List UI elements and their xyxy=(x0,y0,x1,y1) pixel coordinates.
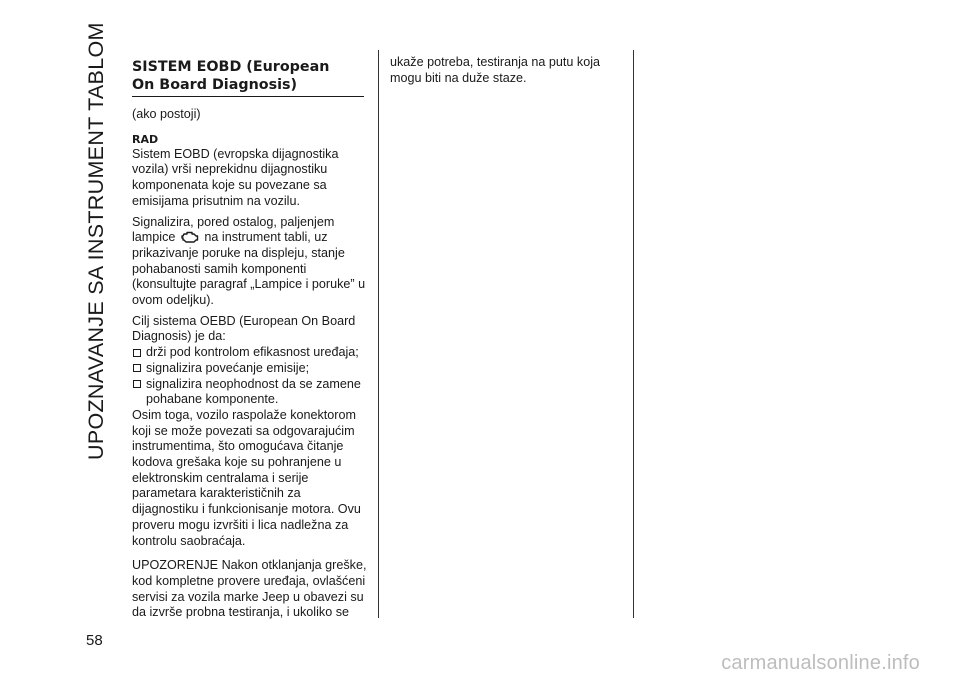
list-item xyxy=(132,345,368,361)
column-divider-1 xyxy=(378,50,379,618)
list-item xyxy=(132,377,368,408)
paragraph-3: Cilj sistema OEBD (European On Board Diagnosis) je da: xyxy=(132,313,356,344)
column-middle xyxy=(390,50,626,86)
paragraph-2 xyxy=(132,215,368,309)
page-number: 58 xyxy=(86,632,103,649)
paragraph-1: Sistem EOBD (evropska dijagnostika vozila) vrši neprekidnu dijagnostiku komponenata koje su povezane sa emisijama prisutnim na vozilu. xyxy=(132,146,339,208)
warning-paragraph: UPOZORENJE Nakon otklanjanja greške, kod kompletne provere uređaja, ovlašćeni servisi za vozila marke Jeep u obavezi su da izvrše probna testiranja, i ukoliko se xyxy=(132,558,367,620)
list-item-text: signalizira neophodnost da se zamene pohabane komponente. xyxy=(146,376,361,407)
list-item-text: signalizira povećanje emisije; xyxy=(146,360,310,375)
section-title-line2: On Board Diagnosis) xyxy=(132,77,298,93)
engine-icon xyxy=(181,231,199,244)
section-title xyxy=(132,58,364,97)
section-subtitle: (ako postoji) xyxy=(132,107,201,121)
list-item-text: drži pod kontrolom efikasnost uređaja; xyxy=(146,345,359,360)
square-bullet-icon xyxy=(133,364,141,372)
column-divider-2 xyxy=(633,50,634,618)
paragraph-4: Osim toga, vozilo raspolaže konektorom koji se može povezati sa odgovarajućim instrumentima, što omogućava čitanje kodova grešaka koje su pohranjene u elektronskim centralama i serije parametara karakterističnih za dijagnostiku i funkcionisanje motora. Ovu proveru mogu izvršiti i lica nadležna za kontrolu saobraćaja. xyxy=(132,407,361,548)
rad-heading: RAD xyxy=(132,132,159,146)
square-bullet-icon xyxy=(133,380,141,388)
square-bullet-icon xyxy=(133,349,141,357)
paragraph-2-start: Signalizira, pored ostalog, paljenjem lampice xyxy=(132,214,335,245)
section-title-line1: SISTEM EOBD (European xyxy=(132,59,330,75)
paragraph-2-end: na instrument tabli, uz prikazivanje poruke na displeju, stanje pohabanosti samih komponenti (konsultujte paragraf „Lampice i poruke” u ovom odeljku). xyxy=(132,230,366,308)
list-item xyxy=(132,361,368,377)
column-left xyxy=(132,50,368,621)
continued-paragraph: ukaže potreba, testiranja na putu koja mogu biti na duže staze. xyxy=(390,55,601,85)
watermark: carmanualsonline.info xyxy=(721,652,920,674)
chapter-side-title: UPOZNAVANJE SA INSTRUMENT TABLOM xyxy=(84,22,108,460)
